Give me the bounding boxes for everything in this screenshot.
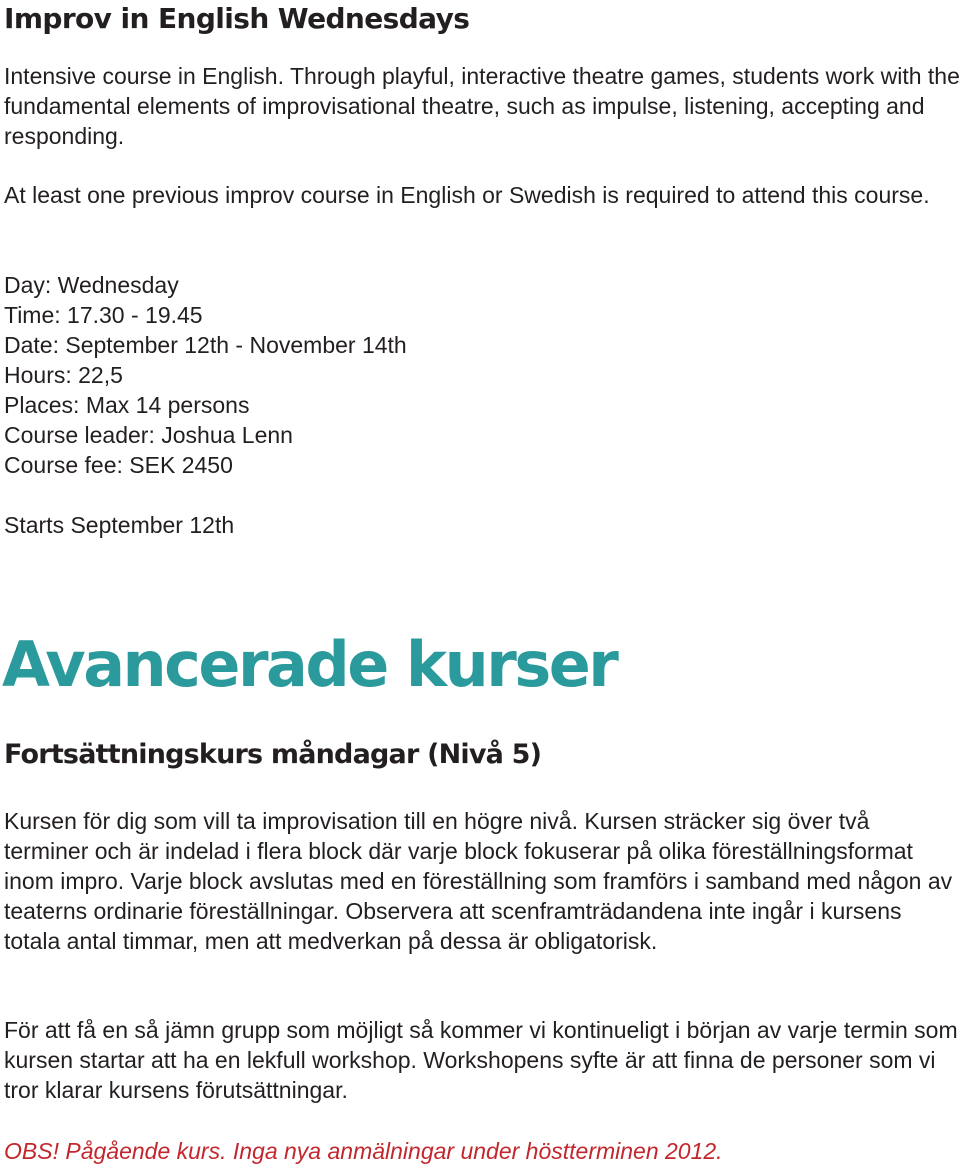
english-course-intro: Intensive course in English. Through playful, interactive theatre games, students work with the fundamental elements of improvisational theatre, such as impulse, listening, accepting and responding. [4, 63, 960, 149]
detail-date: Date: September 12th - November 14th [4, 332, 407, 358]
detail-places: Places: Max 14 persons [4, 392, 250, 418]
detail-fee: Course fee: SEK 2450 [4, 452, 233, 478]
english-course-start: Starts September 12th [4, 512, 235, 538]
detail-leader: Course leader: Joshua Lenn [4, 422, 293, 448]
continuation-course-description: Kursen för dig som vill ta improvisation till en högre nivå. Kursen sträcker sig över två terminer och är indelad i flera block där varje block fokuserar på olika föreställningsformat inom impro. Varje block avslutas med en föreställning som framförs i samband med någon av teaterns ordinarie föreställningar. Observera att scenframträdandena inte ingår i kursens totala antal timmar, men att medverkan på dessa är obligatorisk. [4, 808, 953, 954]
detail-day: Day: Wednesday [4, 272, 179, 298]
english-course-title: Improv in English Wednesdays [4, 2, 470, 35]
continuation-course-title: Fortsättningskurs måndagar (Nivå 5) [4, 739, 542, 770]
detail-hours: Hours: 22,5 [4, 362, 123, 388]
detail-time: Time: 17.30 - 19.45 [4, 302, 203, 328]
registration-notice: OBS! Pågående kurs. Inga nya anmälningar under höstterminen 2012. [4, 1138, 723, 1164]
continuation-course-workshop-info: För att få en så jämn grupp som möjligt så kommer vi kontinueligt i början av varje termin som kursen startar att ha en lekfull workshop. Workshopens syfte är att finna de personer som vi tror klarar kursens förutsättningar. [4, 1017, 958, 1103]
english-course-requirement: At least one previous improv course in English or Swedish is required to attend this course. [4, 182, 930, 208]
advanced-courses-heading: Avancerade kurser [2, 628, 617, 701]
course-details [4, 270, 960, 480]
